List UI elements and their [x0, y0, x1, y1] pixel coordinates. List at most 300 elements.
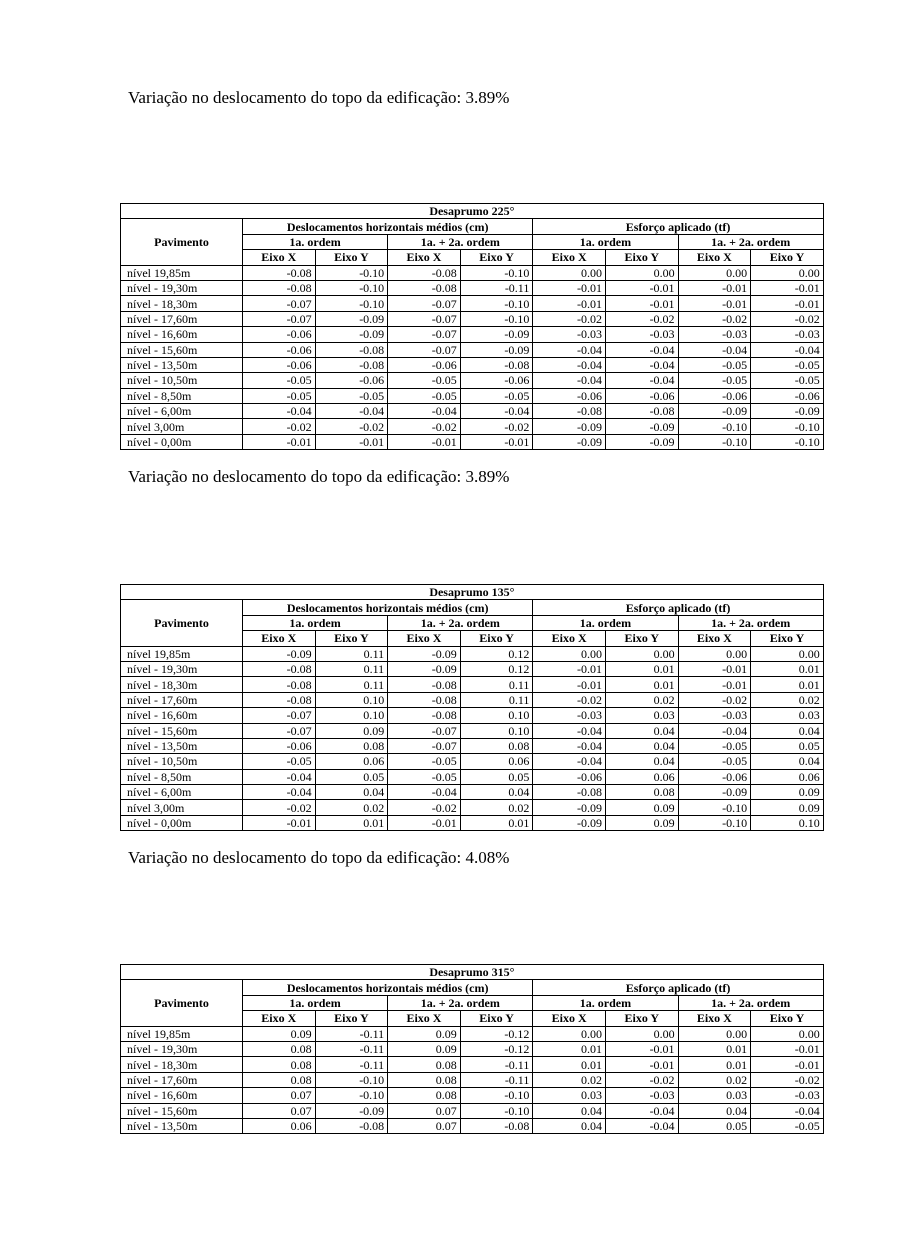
value-cell: -0.04	[605, 373, 678, 388]
value-cell: -0.04	[460, 404, 533, 419]
value-cell: -0.09	[605, 434, 678, 449]
value-cell: 0.04	[678, 1103, 751, 1118]
value-cell: -0.08	[243, 661, 316, 676]
value-cell: -0.06	[533, 388, 606, 403]
value-cell: -0.04	[533, 723, 606, 738]
pavimento-cell: nível 19,85m	[121, 265, 243, 280]
table-row	[121, 404, 824, 419]
value-cell: -0.03	[751, 327, 824, 342]
value-cell: -0.04	[388, 785, 461, 800]
value-cell: 0.04	[533, 1118, 606, 1133]
value-cell: -0.04	[533, 342, 606, 357]
value-cell: -0.07	[388, 311, 461, 326]
value-cell: -0.09	[315, 327, 388, 342]
pavimento-cell: nível - 17,60m	[121, 1072, 243, 1087]
value-cell: -0.10	[751, 419, 824, 434]
value-cell: -0.02	[388, 800, 461, 815]
value-cell: -0.07	[388, 723, 461, 738]
table-row	[121, 342, 824, 357]
value-cell: -0.01	[751, 1057, 824, 1072]
value-cell: -0.10	[678, 815, 751, 830]
value-cell: -0.05	[678, 754, 751, 769]
header-eixo-x: Eixo X	[533, 1011, 606, 1026]
value-cell: -0.10	[315, 280, 388, 295]
pavimento-cell: nível - 18,30m	[121, 677, 243, 692]
table-row	[121, 1026, 824, 1041]
value-cell: -0.01	[678, 661, 751, 676]
table-row	[121, 419, 824, 434]
value-cell: -0.03	[533, 708, 606, 723]
value-cell: 0.04	[605, 754, 678, 769]
value-cell: 0.01	[751, 661, 824, 676]
value-cell: -0.08	[315, 342, 388, 357]
value-cell: -0.08	[533, 404, 606, 419]
table-row	[121, 280, 824, 295]
value-cell: 0.08	[243, 1072, 316, 1087]
value-cell: -0.04	[533, 357, 606, 372]
value-cell: -0.09	[751, 404, 824, 419]
table-title: Desaprumo 315°	[121, 965, 824, 980]
table-row	[121, 738, 824, 753]
header-1a-2a-ordem: 1a. + 2a. ordem	[678, 615, 823, 630]
pavimento-cell: nível - 15,60m	[121, 1103, 243, 1118]
value-cell: -0.07	[388, 342, 461, 357]
table-row	[121, 800, 824, 815]
value-cell: -0.05	[388, 388, 461, 403]
value-cell: -0.11	[315, 1026, 388, 1041]
value-cell: 0.10	[315, 692, 388, 707]
value-cell: -0.07	[243, 708, 316, 723]
pavimento-cell: nível - 13,50m	[121, 738, 243, 753]
table-row	[121, 646, 824, 661]
value-cell: -0.02	[388, 419, 461, 434]
table-row	[121, 373, 824, 388]
value-cell: -0.10	[751, 434, 824, 449]
table-row	[121, 769, 824, 784]
value-cell: -0.06	[315, 373, 388, 388]
header-pavimento: Pavimento	[121, 600, 243, 646]
value-cell: -0.01	[605, 296, 678, 311]
value-cell: -0.01	[388, 815, 461, 830]
value-cell: -0.09	[388, 646, 461, 661]
value-cell: 0.00	[751, 646, 824, 661]
pavimento-cell: nível - 19,30m	[121, 1041, 243, 1056]
value-cell: 0.09	[751, 800, 824, 815]
value-cell: -0.07	[388, 327, 461, 342]
value-cell: -0.10	[460, 265, 533, 280]
pavimento-cell: nível - 16,60m	[121, 708, 243, 723]
value-cell: 0.00	[678, 1026, 751, 1041]
value-cell: 0.09	[751, 785, 824, 800]
header-eixo-y: Eixo Y	[315, 631, 388, 646]
table-row	[121, 708, 824, 723]
value-cell: -0.04	[751, 342, 824, 357]
value-cell: -0.06	[678, 769, 751, 784]
value-cell: -0.03	[605, 1088, 678, 1103]
header-esforco: Esforço aplicado (tf)	[533, 600, 823, 615]
value-cell: -0.09	[533, 815, 606, 830]
value-cell: 0.01	[605, 677, 678, 692]
value-cell: -0.04	[243, 769, 316, 784]
header-1a-ordem: 1a. ordem	[243, 234, 388, 249]
value-cell: 0.07	[388, 1103, 461, 1118]
value-cell: 0.02	[678, 1072, 751, 1087]
pavimento-cell: nível 3,00m	[121, 419, 243, 434]
value-cell: -0.05	[388, 754, 461, 769]
header-eixo-y: Eixo Y	[605, 631, 678, 646]
value-cell: 0.02	[533, 1072, 606, 1087]
value-cell: 0.07	[243, 1088, 316, 1103]
header-eixo-y: Eixo Y	[751, 631, 824, 646]
value-cell: 0.05	[460, 769, 533, 784]
value-cell: 0.00	[678, 646, 751, 661]
value-cell: -0.11	[460, 280, 533, 295]
value-cell: 0.00	[751, 1026, 824, 1041]
value-cell: -0.02	[678, 692, 751, 707]
header-eixo-x: Eixo X	[533, 250, 606, 265]
header-1a-2a-ordem: 1a. + 2a. ordem	[388, 995, 533, 1010]
value-cell: -0.08	[315, 1118, 388, 1133]
value-cell: 0.05	[678, 1118, 751, 1133]
table-body	[121, 265, 824, 450]
value-cell: -0.04	[533, 738, 606, 753]
value-cell: -0.01	[678, 677, 751, 692]
value-cell: -0.10	[678, 419, 751, 434]
table-row	[121, 1103, 824, 1118]
header-eixo-y: Eixo Y	[751, 1011, 824, 1026]
value-cell: -0.03	[605, 327, 678, 342]
value-cell: -0.04	[315, 404, 388, 419]
value-cell: -0.05	[751, 357, 824, 372]
value-cell: -0.04	[533, 373, 606, 388]
value-cell: -0.02	[751, 311, 824, 326]
value-cell: -0.12	[460, 1026, 533, 1041]
table-title: Desaprumo 135°	[121, 585, 824, 600]
value-cell: 0.04	[751, 723, 824, 738]
header-eixo-x: Eixo X	[388, 631, 461, 646]
header-eixo-x: Eixo X	[243, 250, 316, 265]
value-cell: 0.02	[751, 692, 824, 707]
value-cell: 0.00	[605, 265, 678, 280]
value-cell: 0.00	[533, 1026, 606, 1041]
value-cell: 0.06	[315, 754, 388, 769]
value-cell: -0.05	[243, 754, 316, 769]
value-cell: -0.09	[678, 785, 751, 800]
value-cell: -0.04	[388, 404, 461, 419]
value-cell: -0.12	[460, 1041, 533, 1056]
header-eixo-x: Eixo X	[678, 250, 751, 265]
value-cell: 0.08	[460, 738, 533, 753]
table-body	[121, 1026, 824, 1134]
header-1a-ordem: 1a. ordem	[533, 234, 678, 249]
pavimento-cell: nível - 18,30m	[121, 296, 243, 311]
value-cell: 0.07	[388, 1118, 461, 1133]
value-cell: -0.04	[243, 785, 316, 800]
value-cell: -0.06	[243, 738, 316, 753]
value-cell: -0.10	[678, 800, 751, 815]
header-1a-2a-ordem: 1a. + 2a. ordem	[388, 615, 533, 630]
value-cell: -0.07	[388, 738, 461, 753]
value-cell: -0.01	[605, 1057, 678, 1072]
value-cell: 0.03	[678, 1088, 751, 1103]
value-cell: 0.10	[315, 708, 388, 723]
header-eixo-x: Eixo X	[243, 631, 316, 646]
header-1a-2a-ordem: 1a. + 2a. ordem	[678, 995, 823, 1010]
value-cell: -0.01	[605, 280, 678, 295]
value-cell: -0.01	[243, 815, 316, 830]
value-cell: -0.09	[315, 311, 388, 326]
value-cell: 0.12	[460, 661, 533, 676]
value-cell: -0.04	[533, 754, 606, 769]
header-esforco: Esforço aplicado (tf)	[533, 980, 823, 995]
value-cell: 0.04	[751, 754, 824, 769]
value-cell: 0.07	[243, 1103, 316, 1118]
pavimento-cell: nível - 0,00m	[121, 434, 243, 449]
table-row	[121, 296, 824, 311]
value-cell: -0.06	[243, 357, 316, 372]
value-cell: 0.06	[605, 769, 678, 784]
value-cell: -0.06	[243, 327, 316, 342]
value-cell: -0.09	[533, 434, 606, 449]
header-1a-ordem: 1a. ordem	[533, 615, 678, 630]
pavimento-cell: nível - 17,60m	[121, 311, 243, 326]
value-cell: -0.02	[243, 800, 316, 815]
table-row	[121, 1057, 824, 1072]
value-cell: -0.11	[315, 1041, 388, 1056]
table-row	[121, 723, 824, 738]
value-cell: -0.06	[533, 769, 606, 784]
value-cell: -0.09	[315, 1103, 388, 1118]
note-top-displacement-2: Variação no deslocamento do topo da edificação: 3.89%	[128, 467, 510, 486]
value-cell: 0.10	[460, 708, 533, 723]
pavimento-cell: nível - 8,50m	[121, 388, 243, 403]
pavimento-cell: nível - 6,00m	[121, 785, 243, 800]
value-cell: -0.06	[751, 388, 824, 403]
table-row	[121, 1041, 824, 1056]
value-cell: -0.07	[243, 723, 316, 738]
value-cell: 0.01	[751, 677, 824, 692]
value-cell: -0.09	[460, 327, 533, 342]
table-row	[121, 692, 824, 707]
value-cell: 0.10	[460, 723, 533, 738]
pavimento-cell: nível - 10,50m	[121, 373, 243, 388]
value-cell: -0.02	[315, 419, 388, 434]
pavimento-cell: nível - 15,60m	[121, 342, 243, 357]
value-cell: -0.01	[460, 434, 533, 449]
value-cell: -0.05	[315, 388, 388, 403]
value-cell: 0.06	[751, 769, 824, 784]
value-cell: -0.05	[678, 738, 751, 753]
header-1a-ordem: 1a. ordem	[243, 995, 388, 1010]
value-cell: -0.01	[533, 296, 606, 311]
table-row	[121, 434, 824, 449]
value-cell: -0.07	[243, 296, 316, 311]
value-cell: 0.11	[315, 646, 388, 661]
value-cell: -0.04	[751, 1103, 824, 1118]
value-cell: 0.04	[460, 785, 533, 800]
table-row	[121, 785, 824, 800]
value-cell: 0.00	[678, 265, 751, 280]
header-1a-ordem: 1a. ordem	[533, 995, 678, 1010]
pavimento-cell: nível - 13,50m	[121, 1118, 243, 1133]
value-cell: -0.07	[243, 311, 316, 326]
value-cell: -0.10	[460, 1103, 533, 1118]
value-cell: -0.05	[388, 769, 461, 784]
value-cell: 0.04	[533, 1103, 606, 1118]
header-1a-2a-ordem: 1a. + 2a. ordem	[678, 234, 823, 249]
pavimento-cell: nível 19,85m	[121, 1026, 243, 1041]
value-cell: -0.05	[751, 373, 824, 388]
value-cell: -0.02	[243, 419, 316, 434]
value-cell: -0.11	[460, 1057, 533, 1072]
value-cell: -0.08	[388, 677, 461, 692]
value-cell: -0.10	[315, 1088, 388, 1103]
value-cell: -0.08	[388, 708, 461, 723]
value-cell: -0.11	[460, 1072, 533, 1087]
value-cell: -0.08	[243, 280, 316, 295]
value-cell: 0.06	[243, 1118, 316, 1133]
value-cell: 0.03	[533, 1088, 606, 1103]
table-title: Desaprumo 225°	[121, 204, 824, 219]
value-cell: -0.08	[388, 265, 461, 280]
table-row	[121, 265, 824, 280]
value-cell: -0.10	[460, 311, 533, 326]
value-cell: -0.01	[751, 280, 824, 295]
value-cell: 0.09	[243, 1026, 316, 1041]
pavimento-cell: nível - 16,60m	[121, 327, 243, 342]
value-cell: -0.11	[315, 1057, 388, 1072]
value-cell: 0.08	[315, 738, 388, 753]
value-cell: -0.09	[243, 646, 316, 661]
value-cell: -0.09	[605, 419, 678, 434]
header-eixo-y: Eixo Y	[751, 250, 824, 265]
table-row	[121, 677, 824, 692]
value-cell: 0.11	[315, 661, 388, 676]
value-cell: 0.01	[533, 1057, 606, 1072]
value-cell: 0.09	[605, 815, 678, 830]
value-cell: 0.04	[605, 738, 678, 753]
value-cell: -0.09	[678, 404, 751, 419]
pavimento-cell: nível - 6,00m	[121, 404, 243, 419]
pavimento-cell: nível - 16,60m	[121, 1088, 243, 1103]
pavimento-cell: nível 19,85m	[121, 646, 243, 661]
table-row	[121, 815, 824, 830]
value-cell: -0.04	[678, 342, 751, 357]
pavimento-cell: nível - 0,00m	[121, 815, 243, 830]
value-cell: 0.06	[460, 754, 533, 769]
value-cell: -0.10	[678, 434, 751, 449]
value-cell: 0.00	[533, 265, 606, 280]
value-cell: 0.11	[460, 692, 533, 707]
header-eixo-y: Eixo Y	[605, 1011, 678, 1026]
value-cell: -0.10	[460, 296, 533, 311]
value-cell: -0.03	[751, 1088, 824, 1103]
value-cell: 0.08	[243, 1057, 316, 1072]
pavimento-cell: nível - 19,30m	[121, 661, 243, 676]
value-cell: 0.03	[751, 708, 824, 723]
value-cell: -0.01	[388, 434, 461, 449]
value-cell: 0.01	[460, 815, 533, 830]
value-cell: -0.08	[243, 692, 316, 707]
header-1a-ordem: 1a. ordem	[243, 615, 388, 630]
value-cell: 0.05	[315, 769, 388, 784]
pavimento-cell: nível - 18,30m	[121, 1057, 243, 1072]
header-eixo-x: Eixo X	[243, 1011, 316, 1026]
value-cell: -0.01	[533, 677, 606, 692]
header-eixo-x: Eixo X	[533, 631, 606, 646]
value-cell: -0.04	[678, 723, 751, 738]
header-eixo-y: Eixo Y	[605, 250, 678, 265]
pavimento-cell: nível - 15,60m	[121, 723, 243, 738]
value-cell: -0.10	[315, 265, 388, 280]
header-esforco: Esforço aplicado (tf)	[533, 219, 823, 234]
value-cell: -0.08	[388, 692, 461, 707]
value-cell: -0.08	[243, 265, 316, 280]
value-cell: 0.01	[533, 1041, 606, 1056]
value-cell: 0.09	[388, 1041, 461, 1056]
table-desaprumo-225	[120, 203, 824, 450]
value-cell: 0.00	[605, 646, 678, 661]
value-cell: -0.02	[460, 419, 533, 434]
value-cell: 0.02	[460, 800, 533, 815]
pavimento-cell: nível - 13,50m	[121, 357, 243, 372]
value-cell: 0.11	[315, 677, 388, 692]
value-cell: -0.08	[460, 1118, 533, 1133]
value-cell: -0.05	[751, 1118, 824, 1133]
value-cell: -0.02	[533, 311, 606, 326]
value-cell: -0.05	[460, 388, 533, 403]
value-cell: -0.01	[605, 1041, 678, 1056]
value-cell: -0.08	[388, 280, 461, 295]
value-cell: -0.08	[605, 404, 678, 419]
value-cell: -0.08	[315, 357, 388, 372]
value-cell: -0.01	[533, 280, 606, 295]
value-cell: 0.08	[388, 1057, 461, 1072]
header-eixo-x: Eixo X	[678, 631, 751, 646]
note-top-displacement-3: Variação no deslocamento do topo da edificação: 4.08%	[128, 848, 510, 867]
value-cell: -0.07	[388, 296, 461, 311]
value-cell: -0.04	[605, 342, 678, 357]
value-cell: -0.01	[243, 434, 316, 449]
value-cell: -0.04	[605, 1118, 678, 1133]
value-cell: 0.03	[605, 708, 678, 723]
header-eixo-y: Eixo Y	[460, 631, 533, 646]
value-cell: -0.06	[243, 342, 316, 357]
value-cell: -0.05	[388, 373, 461, 388]
table-row	[121, 357, 824, 372]
value-cell: 0.11	[460, 677, 533, 692]
table-desaprumo-135	[120, 584, 824, 831]
value-cell: -0.02	[605, 311, 678, 326]
value-cell: -0.04	[605, 1103, 678, 1118]
value-cell: 0.00	[533, 646, 606, 661]
value-cell: -0.05	[243, 373, 316, 388]
pavimento-cell: nível 3,00m	[121, 800, 243, 815]
value-cell: -0.02	[533, 692, 606, 707]
value-cell: 0.00	[605, 1026, 678, 1041]
table-row	[121, 661, 824, 676]
value-cell: -0.02	[678, 311, 751, 326]
value-cell: -0.04	[605, 357, 678, 372]
pavimento-cell: nível - 10,50m	[121, 754, 243, 769]
value-cell: -0.08	[460, 357, 533, 372]
pavimento-cell: nível - 19,30m	[121, 280, 243, 295]
header-deslocamentos: Deslocamentos horizontais médios (cm)	[243, 980, 533, 995]
header-eixo-y: Eixo Y	[315, 250, 388, 265]
value-cell: -0.05	[678, 373, 751, 388]
value-cell: -0.01	[315, 434, 388, 449]
value-cell: 0.05	[751, 738, 824, 753]
